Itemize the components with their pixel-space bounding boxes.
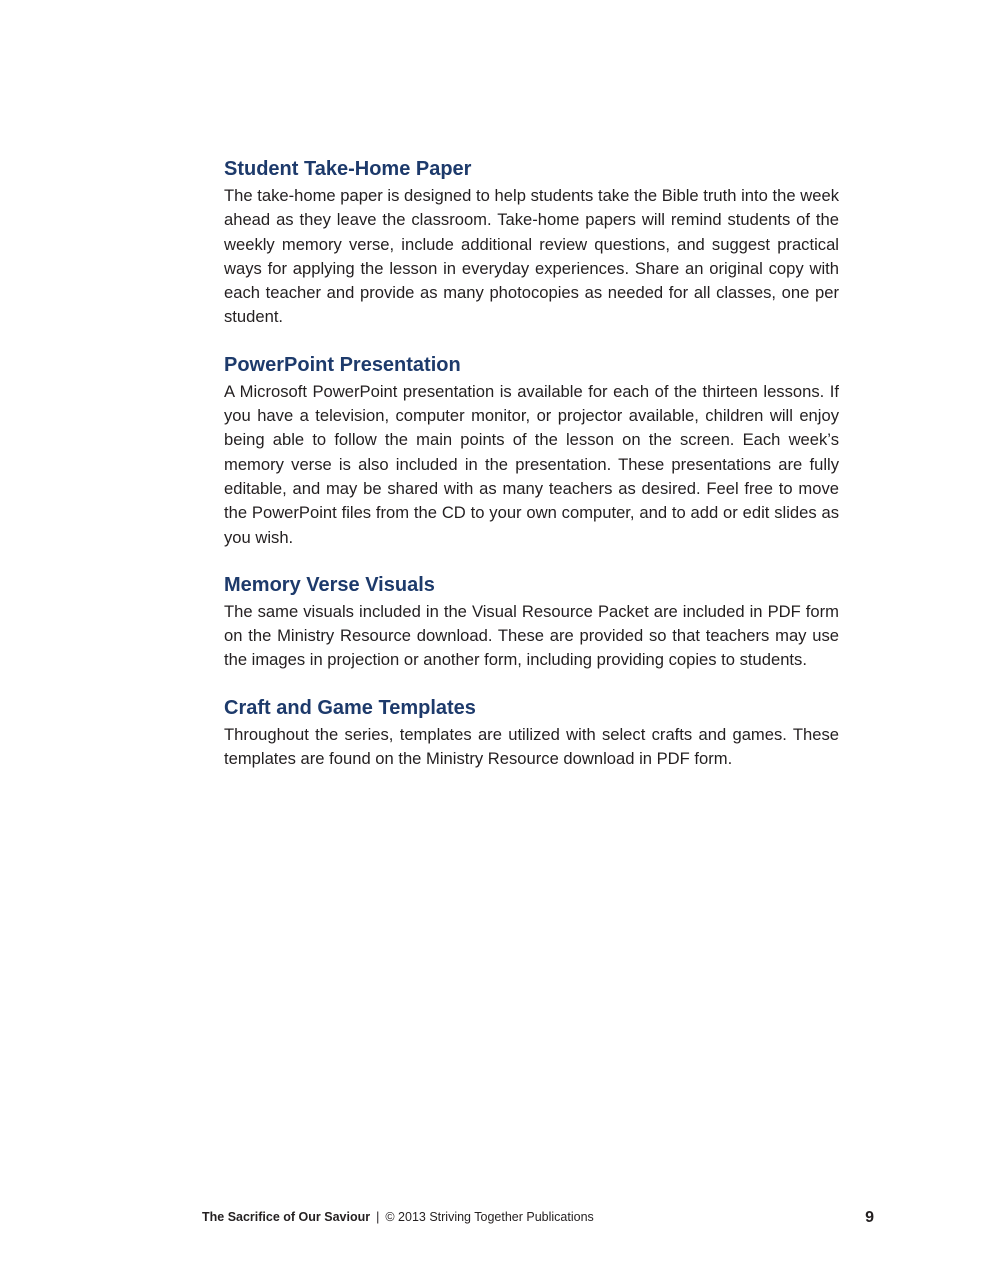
section-body: Throughout the series, templates are utilized with select crafts and games. These templates are found on the Ministry Resource download in PDF form. xyxy=(224,724,839,769)
page-content xyxy=(224,156,839,793)
section-heading: Craft and Game Templates xyxy=(224,696,476,719)
section-craft-game-templates xyxy=(224,695,839,772)
page-footer xyxy=(202,1208,874,1228)
section-body: The take-home paper is designed to help students take the Bible truth into the week ahead as they leave the classroom. Take-home papers will remind students of the weekly memory verse, include additional review questions, and suggest practical ways for applying the lesson in everyday experiences. Share an original copy with each teacher and provide as many photocopies as needed for all classes, one per student. xyxy=(224,186,839,327)
section-body: The same visuals included in the Visual Resource Packet are included in PDF form on the Ministry Resource download. These are provided so that teachers may use the images in projection or another form, including providing copies to students. xyxy=(224,601,839,670)
section-heading: Student Take-Home Paper xyxy=(224,158,472,180)
section-take-home-paper xyxy=(224,156,839,330)
section-heading: PowerPoint Presentation xyxy=(224,353,461,376)
footer-separator: | xyxy=(376,1210,380,1224)
section-body: A Microsoft PowerPoint presentation is available for each of the thirteen lessons. If you have a television, computer monitor, or projector available, children will enjoy being able to follow the main points of the lesson on the screen. Each week’s memory verse is also included in the presentation. These presentations are fully editable, and may be shared with as many teachers as desired. Feel free to move the PowerPoint files from the CD to your own computer, and to add or edit slides as you wish. xyxy=(224,381,839,547)
footer-copyright: © 2013 Striving Together Publications xyxy=(385,1210,594,1224)
page-number: 9 xyxy=(865,1209,874,1226)
section-memory-verse-visuals xyxy=(224,572,839,673)
section-heading: Memory Verse Visuals xyxy=(224,573,435,596)
footer-book-title: The Sacrifice of Our Saviour xyxy=(202,1210,371,1224)
section-powerpoint-presentation xyxy=(224,352,839,550)
